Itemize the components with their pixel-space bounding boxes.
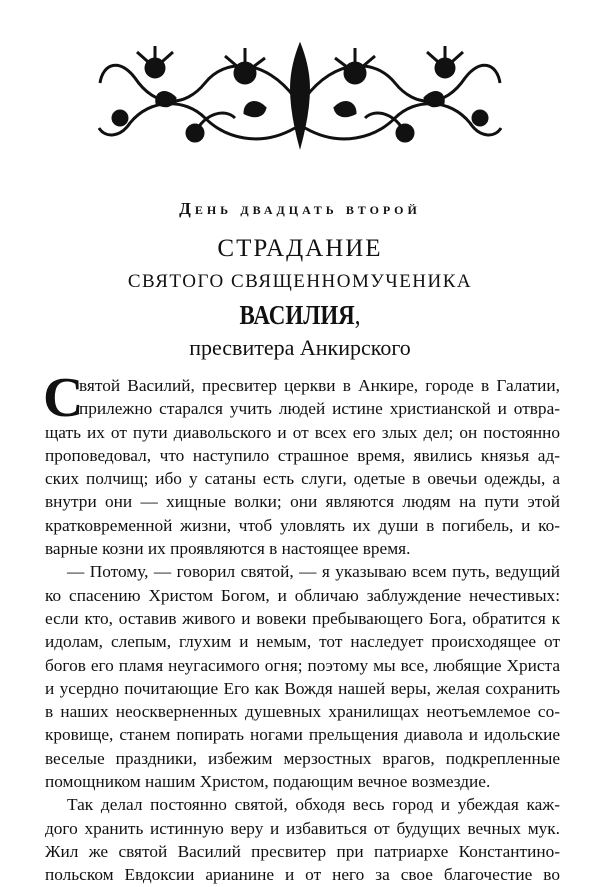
text-line: прилежно старался учить людей истине христианской и отвра-	[79, 399, 560, 419]
text-line: веселые праздники, избежим мерзостных врагов, подкрепленные	[45, 748, 560, 768]
floral-ornament-headpiece	[95, 38, 505, 153]
title-line-4: пресвитера Анкирского	[189, 335, 411, 360]
text-line: вятой Василий, пресвитер церкви в Анкире, городе в Галатии,	[79, 376, 560, 395]
text-line: кровище, станем попирать ногами прельщения диавола и идольские	[45, 725, 560, 745]
text-line: и усердно почитающие Его как Вождя нашей веры, желая сохранить	[45, 678, 560, 698]
text-line: богов его пламя неугасимого огня; поэтому мы все, любящие Христа	[45, 655, 560, 675]
drop-cap: С	[43, 367, 84, 429]
text-line: внутри они — хищные волки; они являются людям на пути этой	[45, 492, 560, 512]
title-comma: ,	[354, 300, 361, 330]
text-line: кратковременной жизни, чтоб уловлять их души в погибель, и ко-	[45, 515, 560, 535]
text-line: щать их от пути диавольского и от всех его злых дел; он постоянно	[45, 422, 560, 442]
title-saint-name	[45, 300, 555, 331]
text-line: идолам, слепым, глухим и немым, тот наследует происходящее от	[45, 632, 560, 652]
text-line: варные козни их проявляются в настоящее время.	[45, 539, 411, 559]
body-text	[43, 367, 560, 887]
text-line: Жил же святой Василий пресвитер при патриархе Константино-	[45, 841, 560, 861]
text-line: проповедовал, что наступило страшное время, явились князья ад-	[45, 445, 560, 465]
text-line: — Потому, — говорил святой, — я указываю всем путь, ведущий	[67, 562, 560, 582]
text-line: ко спасению Христом Богом, и обличаю заблуждение нечестивых:	[45, 585, 560, 605]
title-line-1: СТРАДАНИЕ	[217, 235, 383, 262]
text-line: если кто, оставив живого и вовеки пребывающего Бога, обратится к	[45, 608, 560, 628]
text-line: Так делал постоянно святой, обходя весь город и убеждая каж-	[67, 795, 560, 815]
text-line: помощником нашим Христом, подающим вечное возмездие.	[45, 772, 491, 792]
text-line: в наших неоскверненных душевных хранилищах неотъемлемое со-	[45, 702, 560, 722]
day-heading: День двадцать второй	[179, 199, 421, 218]
saint-name: ВАСИЛИЯ	[239, 300, 355, 330]
text-line: дого хранить истинную веру и избавиться от будущих вечных мук.	[45, 818, 560, 838]
text-line: польском Евдоксии арианине и от него за свое благочестие во	[45, 865, 560, 885]
title-line-2: СВЯТОГО СВЯЩЕННОМУЧЕНИКА	[127, 271, 473, 292]
text-line: ских полчищ; ибо у сатаны есть слуги, одетые в овечьи одежды, а	[45, 469, 560, 489]
